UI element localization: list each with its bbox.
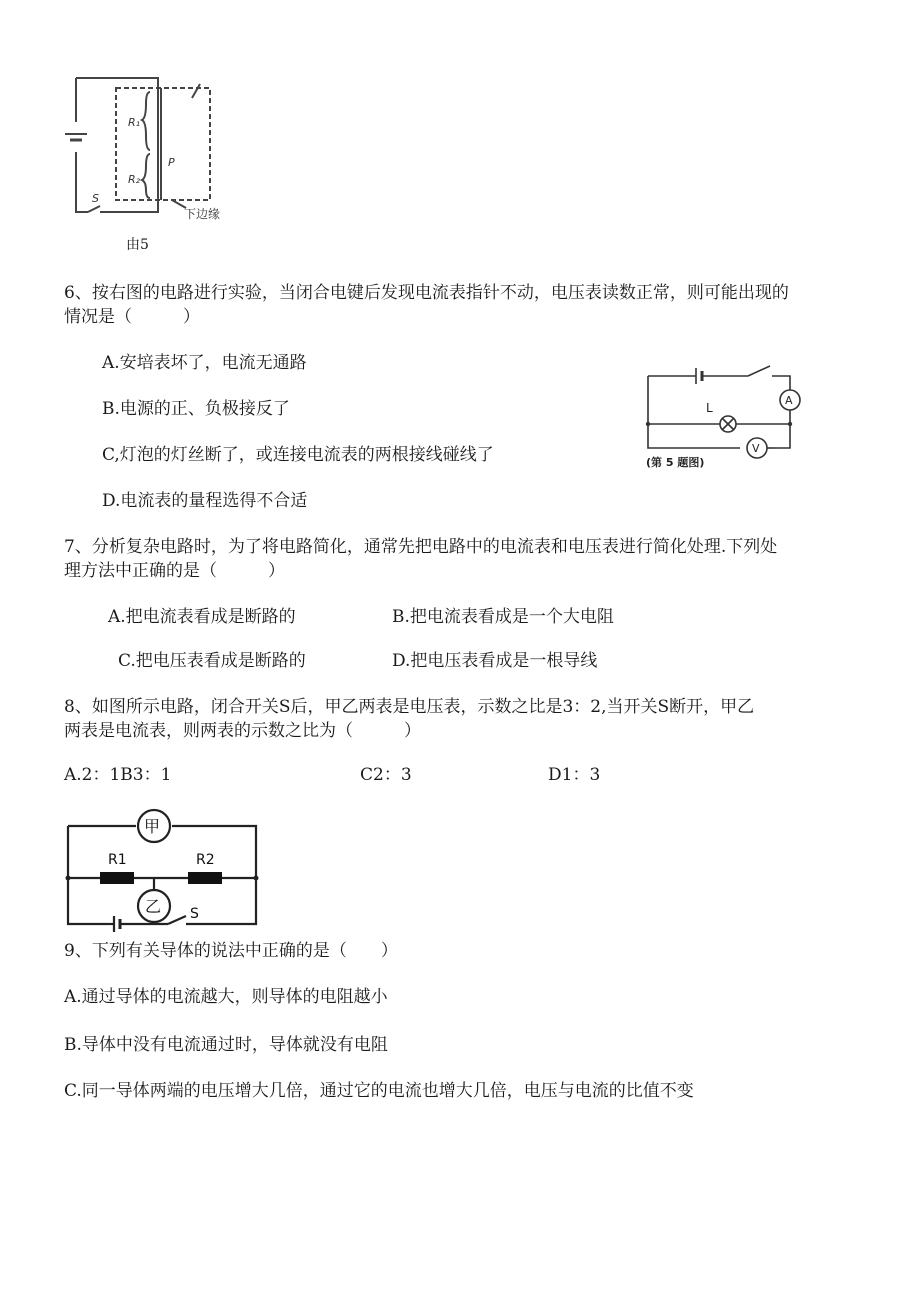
q6-stem-line2: 情况是（ ）: [64, 307, 200, 327]
q8-stem-line1: 8、如图所示电路，闭合开关S后，甲乙两表是电压表，示数之比是3：2,当开关S断开，甲乙: [64, 697, 755, 717]
q7-option-b: B.把电流表看成是一个大电阻: [392, 607, 614, 627]
q8-fig-label-s: S: [190, 906, 199, 922]
q8-circuit-figure: [60, 806, 270, 930]
q6-option-b: B.电源的正、负极接反了: [102, 399, 290, 419]
q6-fig-label-l: L: [706, 401, 713, 415]
q7-stem-line1: 7、分析复杂电路时，为了将电路简化，通常先把电路中的电流表和电压表进行简化处理.下列处: [64, 537, 778, 557]
fig5-label-r2: R₂: [128, 173, 141, 186]
q9-option-b: B.导体中没有电流通过时，导体就没有电阻: [64, 1035, 388, 1055]
q6-fig-label-a: A: [785, 394, 793, 407]
q8-option-c: C2：3: [360, 765, 412, 785]
fig5-label-p: P: [168, 156, 175, 169]
q9-stem: 9、下列有关导体的说法中正确的是（ ）: [64, 941, 398, 961]
q7-option-c: C.把电压表看成是断路的: [118, 651, 306, 671]
q9-option-a: A.通过导体的电流越大，则导体的电阻越小: [64, 987, 388, 1007]
q8-stem-line2: 两表是电流表，则两表的示数之比为（ ）: [64, 721, 421, 741]
q8-fig-label-jia: 甲: [144, 817, 161, 836]
q6-stem-line1: 6、按右图的电路进行实验，当闭合电键后发现电流表指针不动，电压表读数正常，则可能出现的: [64, 283, 789, 303]
fig5-caption: 由5: [126, 237, 149, 253]
fig5-label-edge: 下边缘: [184, 207, 221, 221]
q7-option-d: D.把电压表看成是一根导线: [392, 651, 598, 671]
q8-fig-label-yi: 乙: [145, 897, 162, 916]
q7-option-a: A.把电流表看成是断路的: [108, 607, 296, 627]
q8-fig-label-r2: R2: [196, 852, 215, 868]
q8-option-ab: A.2：1B3：1: [64, 765, 172, 785]
q6-option-d: D.电流表的量程选得不合适: [102, 491, 308, 511]
q9-option-c: C.同一导体两端的电压增大几倍，通过它的电流也增大几倍，电压与电流的比值不变: [64, 1081, 694, 1101]
q6-option-a: A.安培表坏了，电流无通路: [102, 353, 307, 373]
fig5-label-s: S: [92, 192, 99, 205]
q6-fig-label-v: V: [752, 442, 760, 455]
q8-option-d: D1：3: [548, 765, 601, 785]
q8-fig-label-r1: R1: [108, 852, 127, 868]
q7-stem-line2: 理方法中正确的是（ ）: [64, 561, 285, 581]
figure-5-circuit: [60, 70, 260, 230]
q6-circuit-figure: [640, 362, 810, 472]
q6-option-c: C,灯泡的灯丝断了，或连接电流表的两根接线碰线了: [102, 445, 494, 465]
q6-fig-caption: (第 5 题图): [646, 456, 705, 469]
fig5-label-r1: R₁: [128, 116, 141, 129]
